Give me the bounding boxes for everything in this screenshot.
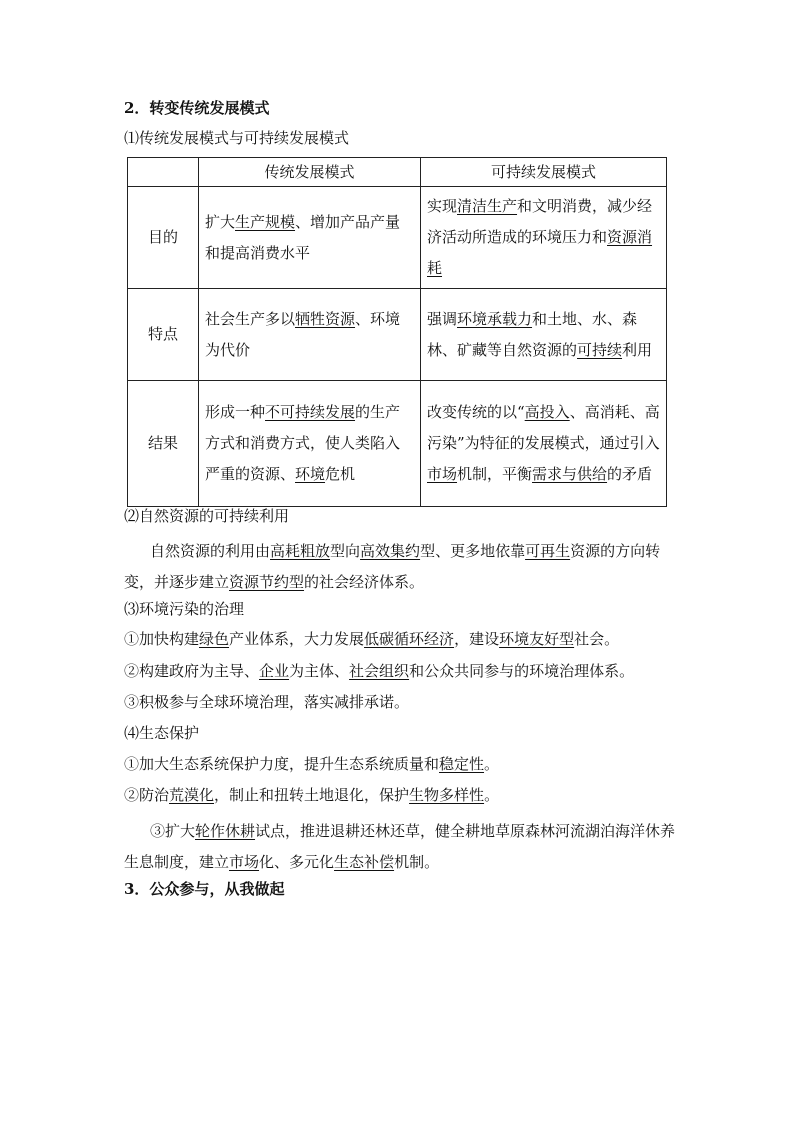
- text-run: 产业体系，大力发展: [229, 630, 365, 648]
- table-row: [128, 187, 667, 289]
- text-run: 利用: [622, 340, 653, 359]
- underlined-term: 环境承载力: [457, 309, 533, 328]
- text-run: 。: [484, 786, 500, 804]
- underlined-term: 高效集约: [360, 542, 421, 560]
- underlined-term: 荒漠化: [169, 786, 215, 804]
- underlined-term: 社会组织: [349, 662, 410, 680]
- row-label: 特点: [128, 289, 199, 381]
- underlined-term: 生物多样性: [409, 786, 485, 804]
- underlined-term: 生态补偿: [334, 853, 395, 871]
- underlined-term: 可持续: [577, 340, 623, 359]
- list-item: [124, 692, 680, 712]
- underlined-term: 生产规模: [235, 212, 296, 231]
- text-run: ③积极参与全球环境治理，落实减排承诺。: [124, 693, 410, 711]
- section-heading-2: 2．转变传统发展模式: [124, 99, 270, 117]
- text-run: 和土地、水、森林、矿藏等自然资源的: [427, 309, 638, 359]
- underlined-term: 轮作休耕: [195, 822, 256, 840]
- text-run: 危机: [325, 465, 356, 483]
- traditional-cell: [199, 187, 421, 289]
- traditional-cell: [199, 381, 421, 507]
- text-run: 扩大: [205, 212, 236, 231]
- text-run: 的社会经济体系。: [304, 573, 425, 591]
- comparison-table: [127, 157, 667, 507]
- text-run: 试点，推进退耕还林还草，健全耕地草原森林河流湖泊海洋休养生息制度，建立: [124, 822, 676, 871]
- table-header-cell: 传统发展模式: [199, 158, 421, 187]
- table-row: [128, 289, 667, 381]
- underlined-term: 市场: [427, 465, 458, 483]
- text-run: 改变传统的以“: [427, 403, 525, 421]
- sustainable-cell: [421, 187, 667, 289]
- text-run: ，制止和扭转土地退化，保护: [214, 786, 410, 804]
- text-run: 、高消耗、高污染”为特征的发展模式，通过引入: [427, 403, 660, 452]
- text-run: 。: [484, 755, 500, 773]
- text-run: ①加快构建: [124, 630, 200, 648]
- underlined-term: 牺牲资源: [295, 309, 356, 328]
- row-label: 目的: [128, 187, 199, 289]
- paragraph-resources: [124, 536, 676, 598]
- underlined-term: 环境友好型: [499, 630, 575, 648]
- text-run: ③扩大: [150, 822, 196, 840]
- underlined-term: 需求与供给: [532, 465, 608, 483]
- list-item: [124, 785, 680, 805]
- text-run: 、环境为代价: [205, 309, 401, 359]
- subsection-heading-2: ⑵自然资源的可持续利用: [124, 507, 290, 525]
- underlined-term: 绿色: [199, 630, 230, 648]
- text-run: 强调: [427, 309, 458, 328]
- text-run: 自然资源的利用由: [150, 542, 271, 560]
- underlined-term: 清洁生产: [457, 197, 518, 215]
- text-run: ，建设: [454, 630, 500, 648]
- list-item: [124, 754, 680, 774]
- table-row: [128, 381, 667, 507]
- text-run: 的矛盾: [607, 465, 653, 483]
- table-header-row: [128, 158, 667, 187]
- text-run: 实现: [427, 197, 458, 215]
- text-run: 机制，平衡: [457, 465, 533, 483]
- text-run: ①加大生态系统保护力度，提升生态系统质量和: [124, 755, 440, 773]
- section-heading-3: 3．公众参与，从我做起: [124, 880, 285, 898]
- subsection-heading-3: ⑶环境污染的治理: [124, 600, 245, 618]
- text-run: 和公众共同参与的环境治理体系。: [409, 662, 635, 680]
- underlined-term: 环境: [295, 465, 326, 483]
- list-item: [124, 816, 676, 878]
- sustainable-cell: [421, 289, 667, 381]
- traditional-cell: [199, 289, 421, 381]
- subsection-heading-1: ⑴传统发展模式与可持续发展模式: [124, 129, 350, 147]
- underlined-term: 市场: [229, 853, 260, 871]
- text-run: ②防治: [124, 786, 170, 804]
- table-header-cell: [128, 158, 199, 187]
- underlined-term: 高投入: [524, 403, 570, 421]
- text-run: 化、多元化: [259, 853, 335, 871]
- text-run: 和文明消费，减少经济活动所造成的环境压力和: [427, 197, 653, 246]
- text-run: 型向: [330, 542, 361, 560]
- text-run: 机制。: [394, 853, 440, 871]
- text-run: ②构建政府为主导、: [124, 662, 260, 680]
- underlined-term: 资源消耗: [427, 228, 653, 277]
- underlined-term: 不可持续发展: [265, 403, 356, 421]
- subsection-heading-4: ⑷生态保护: [124, 724, 200, 742]
- underlined-term: 稳定性: [439, 755, 485, 773]
- text-run: 型、更多地依靠: [420, 542, 526, 560]
- text-run: 为主体、: [289, 662, 350, 680]
- text-run: 社会。: [574, 630, 620, 648]
- underlined-term: 高耗粗放: [270, 542, 331, 560]
- text-run: 、增加产品产量和提高消费水平: [205, 212, 401, 262]
- underlined-term: 资源节约型: [229, 573, 305, 591]
- underlined-term: 低碳循环经济: [364, 630, 455, 648]
- text-run: 形成一种: [205, 403, 266, 421]
- text-run: 的生产方式和消费方式，使人类陷入严重的资源、: [205, 403, 401, 483]
- list-item: [124, 661, 680, 681]
- text-run: 资源的方向转变，并逐步建立: [124, 542, 661, 591]
- underlined-term: 可再生: [525, 542, 571, 560]
- row-label: 结果: [128, 381, 199, 507]
- list-item: [124, 629, 680, 649]
- table-header-cell: 可持续发展模式: [421, 158, 667, 187]
- underlined-term: 企业: [259, 662, 290, 680]
- sustainable-cell: [421, 381, 667, 507]
- text-run: 社会生产多以: [205, 309, 296, 328]
